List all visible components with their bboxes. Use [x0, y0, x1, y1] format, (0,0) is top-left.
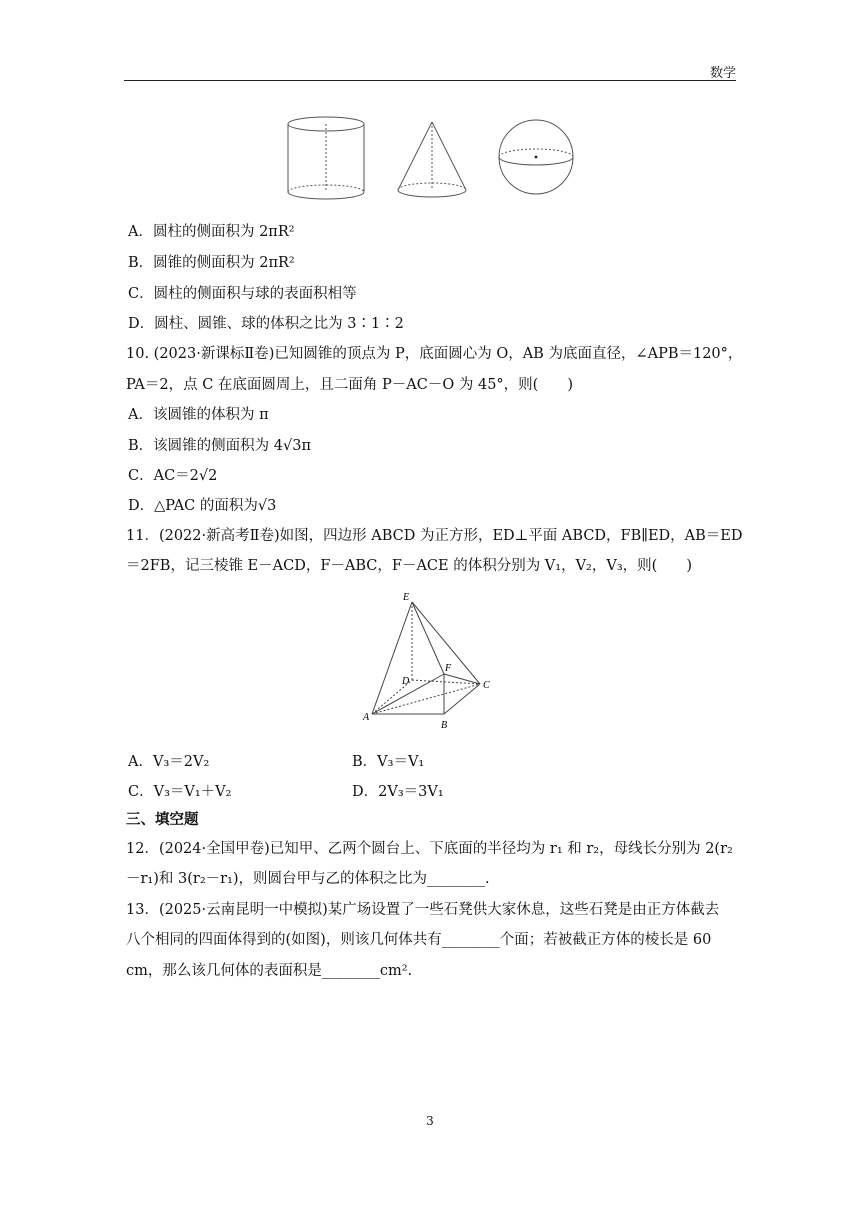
label-d: D	[402, 676, 410, 687]
label-f: F	[445, 663, 452, 674]
header-rule	[124, 80, 736, 81]
header-subject: 数学	[709, 66, 736, 81]
q9-option-c: C．圆柱的侧面积与球的表面积相等	[128, 286, 357, 302]
q11-option-c: C．V₃＝V₁＋V₂	[128, 784, 232, 800]
q11-option-a: A．V₃＝2V₂	[128, 754, 210, 770]
q12-stem-line1: 12．(2024·全国甲卷)已知甲、乙两个圆台上、下底面的半径均为 r₁ 和 r₂，母线长分别为 2(r₂	[126, 841, 733, 857]
q13-stem-line2: 八个相同的四面体得到的(如图)，则该几何体共有________个面；若被截正方体的棱长是 60	[126, 932, 712, 948]
label-e: E	[403, 592, 410, 603]
label-b: B	[441, 720, 448, 731]
q9-option-a: A．圆柱的侧面积为 2πR²	[128, 224, 295, 240]
q10-option-a: A．该圆锥的体积为 π	[128, 407, 269, 423]
q10-stem-line2: PA＝2，点 C 在底面圆周上，且二面角 P－AC－O 为 45°，则( )	[126, 377, 573, 393]
solids-figure	[280, 112, 590, 208]
q9-option-d: D．圆柱、圆锥、球的体积之比为 3∶1∶2	[128, 316, 404, 332]
q13-stem-line3: cm，那么该几何体的表面积是________cm².	[126, 963, 413, 979]
q11-option-d: D．2V₃＝3V₁	[352, 784, 444, 800]
pyramid-figure	[360, 588, 500, 734]
page-number: 3	[426, 1114, 434, 1128]
cylinder-shape	[288, 117, 364, 199]
q10-option-b: B．该圆锥的侧面积为 4√3π	[128, 438, 311, 454]
section-heading: 三、填空题	[126, 812, 199, 828]
q10-option-c: C．AC＝2√2	[128, 468, 218, 484]
q11-stem-line2: ＝2FB，记三棱锥 E－ACD，F－ABC，F－ACE 的体积分别为 V₁，V₂，V₃，则( )	[126, 558, 692, 574]
label-a: A	[363, 712, 370, 723]
cone-shape	[398, 122, 466, 197]
q11-option-b: B．V₃＝V₁	[352, 754, 425, 770]
label-c: C	[483, 680, 490, 691]
q13-stem-line1: 13．(2025·云南昆明一中模拟)某广场设置了一些石凳供大家休息，这些石凳是由正方体截去	[126, 902, 720, 918]
q9-option-b: B．圆锥的侧面积为 2πR²	[128, 255, 295, 271]
q10-option-d: D．△PAC 的面积为√3	[128, 498, 277, 514]
q10-stem-line1: 10. (2023·新课标Ⅱ卷)已知圆锥的顶点为 P，底面圆心为 O，AB 为底面直径，∠APB＝120°，	[126, 346, 743, 362]
q12-stem-line2: －r₁)和 3(r₂－r₁)，则圆台甲与乙的体积之比为________.	[126, 871, 490, 887]
q11-stem-line1: 11．(2022·新高考Ⅱ卷)如图，四边形 ABCD 为正方形，ED⊥平面 ABCD，FB∥ED，AB＝ED	[126, 528, 743, 544]
